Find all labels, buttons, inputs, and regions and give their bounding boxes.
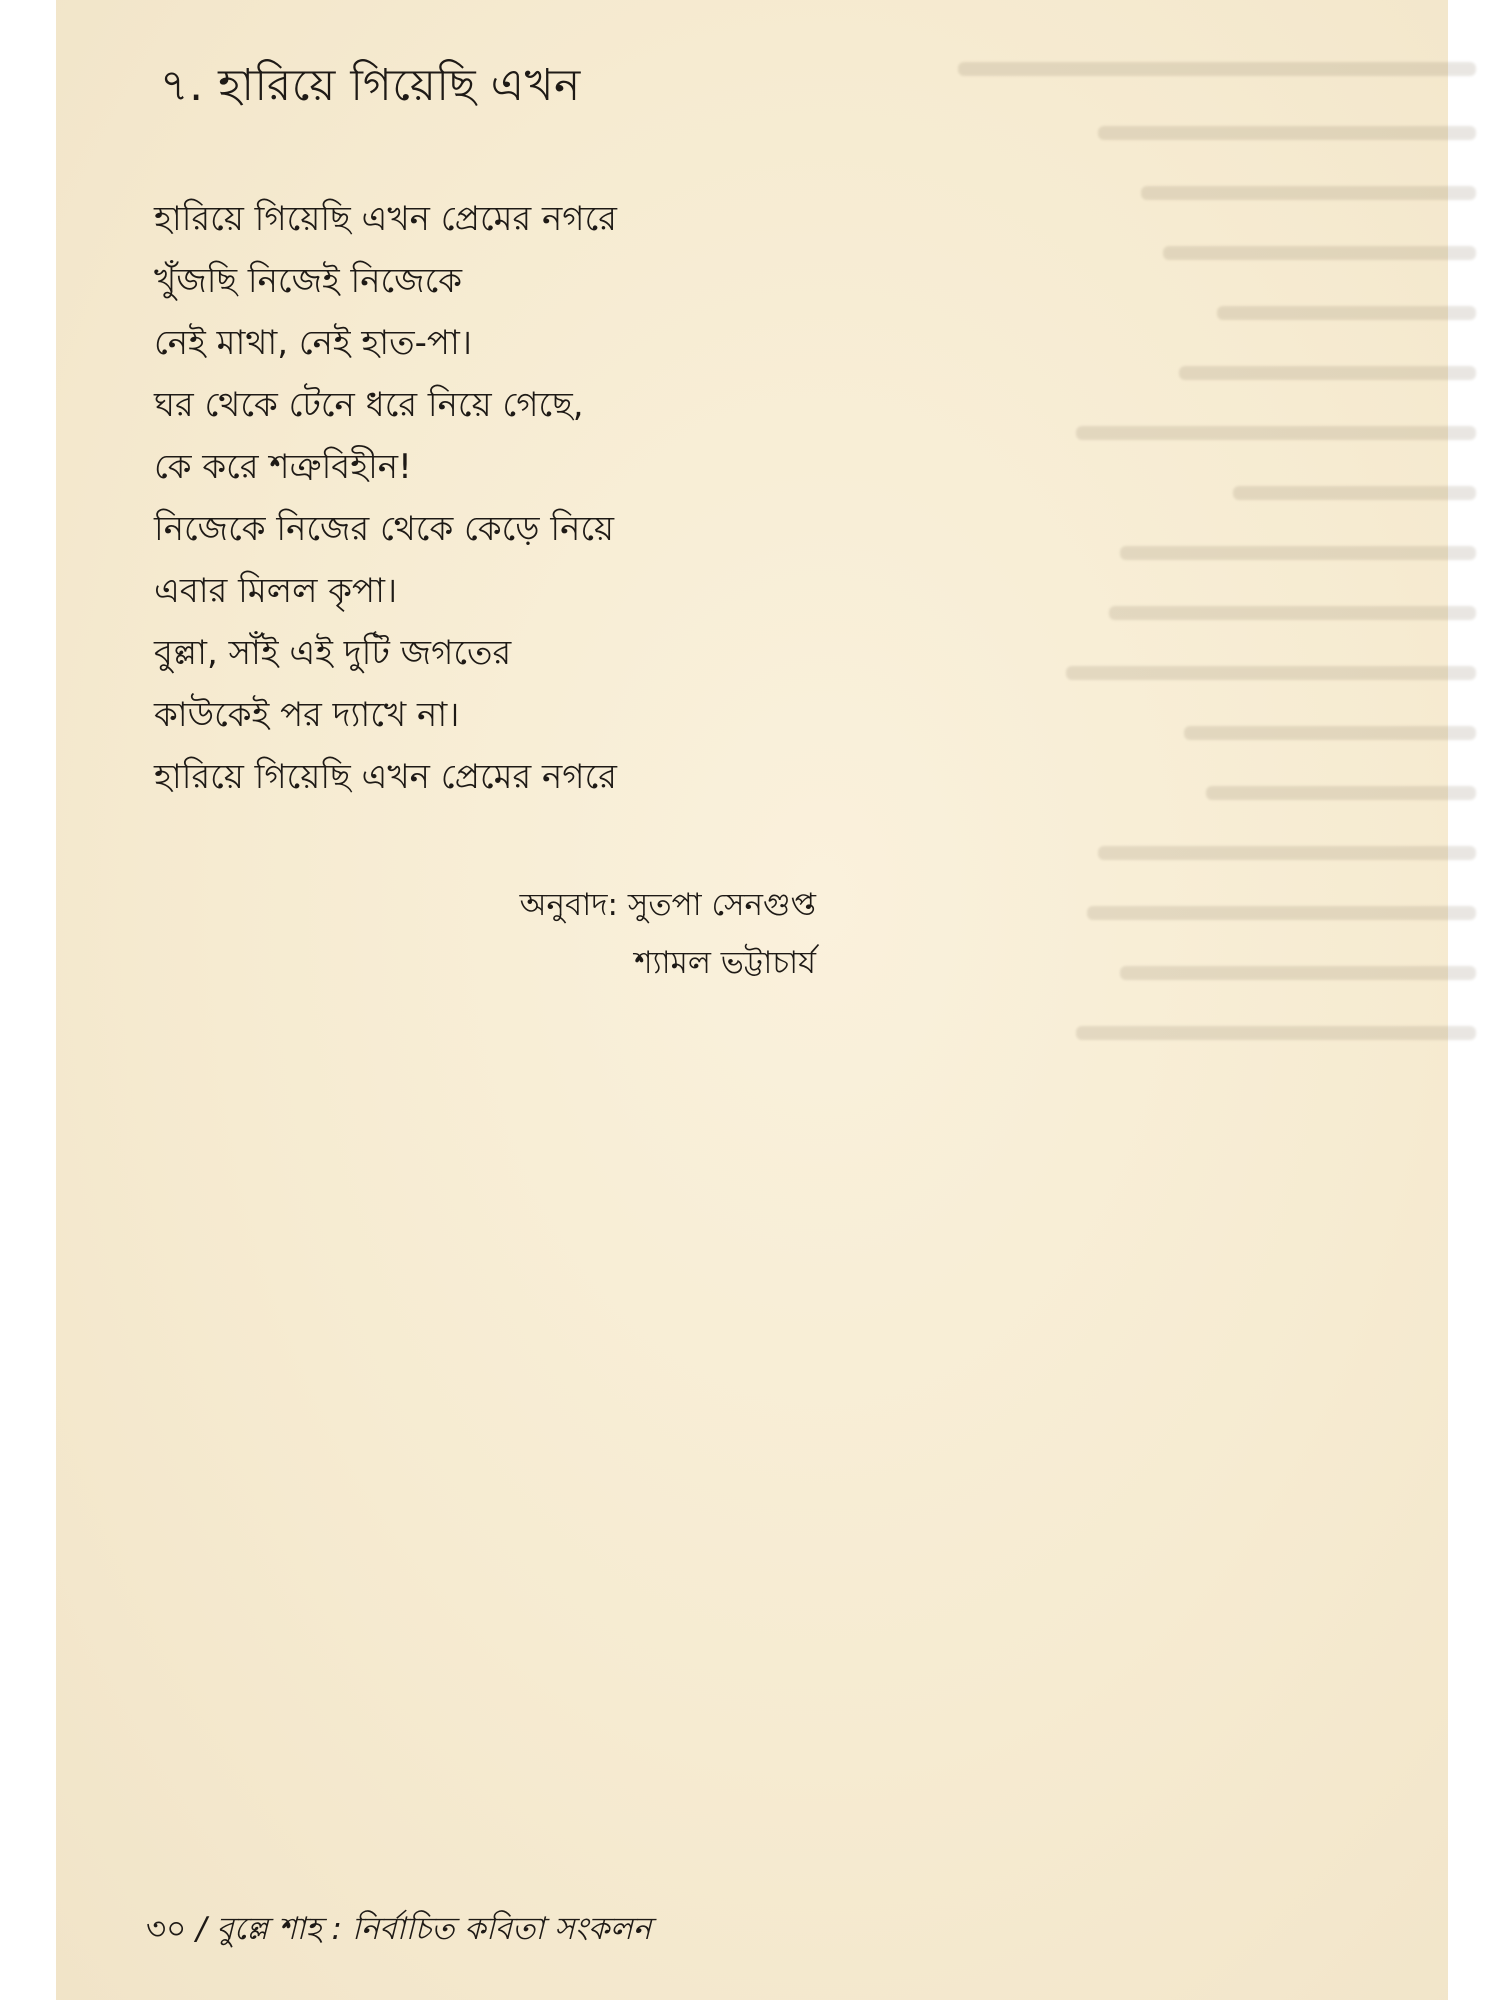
poem-line: হারিয়ে গিয়েছি এখন প্রেমের নগরে: [154, 199, 617, 239]
poem-line: এবার মিলল কৃপা।: [154, 571, 398, 611]
bleed-through-text: [936, 62, 1476, 1462]
poem-line: ঘর থেকে টেনে ধরে নিয়ে গেছে,: [154, 385, 584, 425]
poem-line: নিজেকে নিজের থেকে কেড়ে নিয়ে: [154, 509, 615, 549]
poem-line: হারিয়ে গিয়েছি এখন প্রেমের নগরে: [154, 757, 617, 797]
page-footer: [146, 1905, 651, 1957]
translation-credit: অনুবাদ: সুতপা সেনগুপ্ত: [519, 887, 816, 923]
second-translator: শ্যামল ভট্টাচার্য: [634, 945, 816, 981]
translator-credits: [440, 876, 816, 992]
page-number: ৩০: [146, 1911, 187, 1947]
poem-line: নেই মাথা, নেই হাত-পা।: [154, 323, 472, 363]
book-title: / বুল্লে শাহ : নির্বাচিত কবিতা সংকলন: [196, 1911, 652, 1947]
poem-body: [154, 188, 617, 808]
poem-line: বুল্লা, সাঁই এই দুটি জগতের: [154, 633, 512, 673]
poem-title: ৭. হারিয়ে গিয়েছি এখন: [160, 60, 581, 111]
poem-line: খুঁজছি নিজেই নিজেকে: [154, 261, 463, 301]
poem-line: কে করে শত্রুবিহীন!: [154, 447, 412, 487]
poem-line: কাউকেই পর দ্যাখে না।: [154, 695, 460, 735]
